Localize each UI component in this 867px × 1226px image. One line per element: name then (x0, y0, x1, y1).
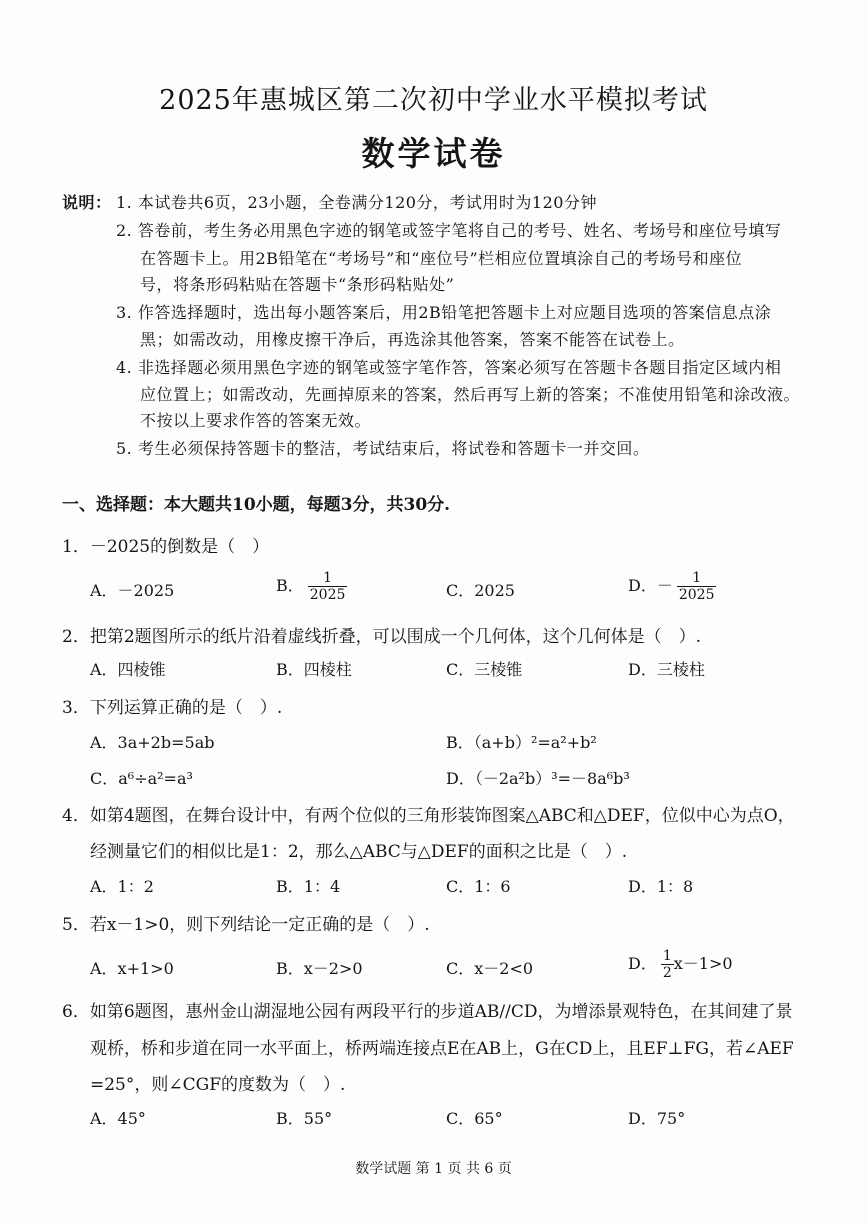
note-line-8: 应位置上；如需改动，先画掉原来的答案，然后再写上新的答案；不准使用铅笔和涂改液。 (140, 385, 801, 404)
question-6-option-c: C．65° (446, 1109, 503, 1128)
question-2-stem: 2．把第2题图所示的纸片沿着虚线折叠，可以围成一个几何体，这个几何体是（ ）. (62, 627, 702, 647)
question-4-option-b: B．1：4 (276, 877, 341, 896)
question-4-option-c: C．1：6 (446, 877, 511, 896)
fraction: $\frac{1}{2}$ (662, 948, 672, 981)
page-footer: 数学试题 第 1 页 共 6 页 (355, 1161, 512, 1177)
notes-label: 说明： (62, 193, 112, 212)
note-line-7: 4. 非选择题必须用黑色字迹的钢笔或签字笔作答，答案必须写在答题卡各题目指定区域内相 (116, 358, 782, 377)
question-2-option-c: C．三棱锥 (446, 660, 523, 679)
question-5-option-b: B．x－2>0 (276, 959, 363, 978)
fraction: $\frac{1}{2025}$ (678, 570, 715, 603)
paper-subtitle: 数学试卷 (361, 134, 506, 173)
question-1-stem: 1．－2025的倒数是（ ） (62, 537, 270, 557)
question-6-option-b: B．55° (276, 1109, 333, 1128)
note-line-1: 1. 本试卷共6页，23小题，全卷满分120分，考试用时为120分钟 (116, 193, 597, 212)
fraction: $\frac{1}{2025}$ (309, 570, 346, 603)
question-3-option-b: B．（a+b）²=a²+b² (446, 733, 597, 752)
question-3-option-a: A．3a+2b=5ab (90, 733, 215, 752)
note-line-5: 3. 作答选择题时，选出每小题答案后，用2B铅笔把答题卡上对应题目选项的答案信息点涂 (116, 303, 772, 322)
note-line-3: 在答题卡上。用2B铅笔在“考场号”和“座位号”栏相应位置填涂自己的考场号和座位 (140, 249, 743, 268)
question-2-option-b: B．四棱柱 (276, 660, 352, 679)
question-6-stem-line-2: 观桥，桥和步道在同一水平面上，桥两端连接点E在AB上，G在CD上，且EF⊥FG，若∠AEF (90, 1039, 794, 1059)
question-6-stem-line-1: 6．如第6题图，惠州金山湖湿地公园有两段平行的步道AB//CD，为增添景观特色，在其间建了景 (62, 1002, 793, 1022)
question-5-option-a: A．x+1>0 (90, 959, 174, 978)
note-line-2: 2. 答卷前，考生务必用黑色字迹的钢笔或签字笔将自己的考号、姓名、考场号和座位号填写 (116, 221, 782, 240)
question-2-option-d: D．三棱柱 (628, 660, 705, 679)
note-line-9: 不按以上要求作答的答案无效。 (140, 411, 372, 430)
note-line-10: 5. 考生必须保持答题卡的整洁，考试结束后，将试卷和答题卡一并交回。 (116, 439, 650, 458)
question-5-option-c: C．x－2<0 (446, 959, 534, 978)
note-line-6: 黑；如需改动，用橡皮擦干净后，再选涂其他答案，答案不能答在试卷上。 (140, 330, 685, 349)
question-1-option-c: C．2025 (446, 581, 515, 600)
question-2-option-a: A．四棱锥 (90, 660, 166, 679)
question-1-option-b: B． $\frac{1}{2025}$ (276, 570, 346, 603)
question-5-stem: 5．若x－1>0，则下列结论一定正确的是（ ）. (62, 915, 430, 935)
question-4-option-a: A．1：2 (90, 877, 154, 896)
note-line-4: 号，将条形码粘贴在答题卡“条形码粘贴处” (140, 275, 455, 294)
question-3-option-c: C．a⁶÷a²=a³ (90, 769, 193, 788)
question-6-option-d: D．75° (628, 1109, 686, 1128)
section-heading: 一、选择题：本大题共10小题，每题3分，共30分. (62, 495, 451, 515)
question-1-option-d: D．－ $\frac{1}{2025}$ (628, 570, 715, 603)
question-4-option-d: D．1：8 (628, 877, 694, 896)
exam-title: 2025年惠城区第二次初中学业水平模拟考试 (159, 85, 708, 116)
question-4-stem-line-2: 经测量它们的相似比是1：2，那么△ABC与△DEF的面积之比是（ ）. (90, 842, 628, 862)
question-4-stem-line-1: 4．如第4题图，在舞台设计中，有两个位似的三角形装饰图案△ABC和△DEF，位似中心为点O， (62, 806, 795, 826)
question-3-stem: 3．下列运算正确的是（ ）. (62, 698, 283, 718)
question-5-option-d: D． $\frac{1}{2}$ x－1>0 (628, 948, 733, 981)
question-3-option-d: D．（－2a²b）³=－8a⁶b³ (446, 769, 630, 788)
question-6-option-a: A．45° (90, 1109, 146, 1128)
question-1-option-a: A．－2025 (90, 581, 175, 600)
question-6-stem-line-3: =25°，则∠CGF的度数为（ ）. (90, 1075, 346, 1095)
